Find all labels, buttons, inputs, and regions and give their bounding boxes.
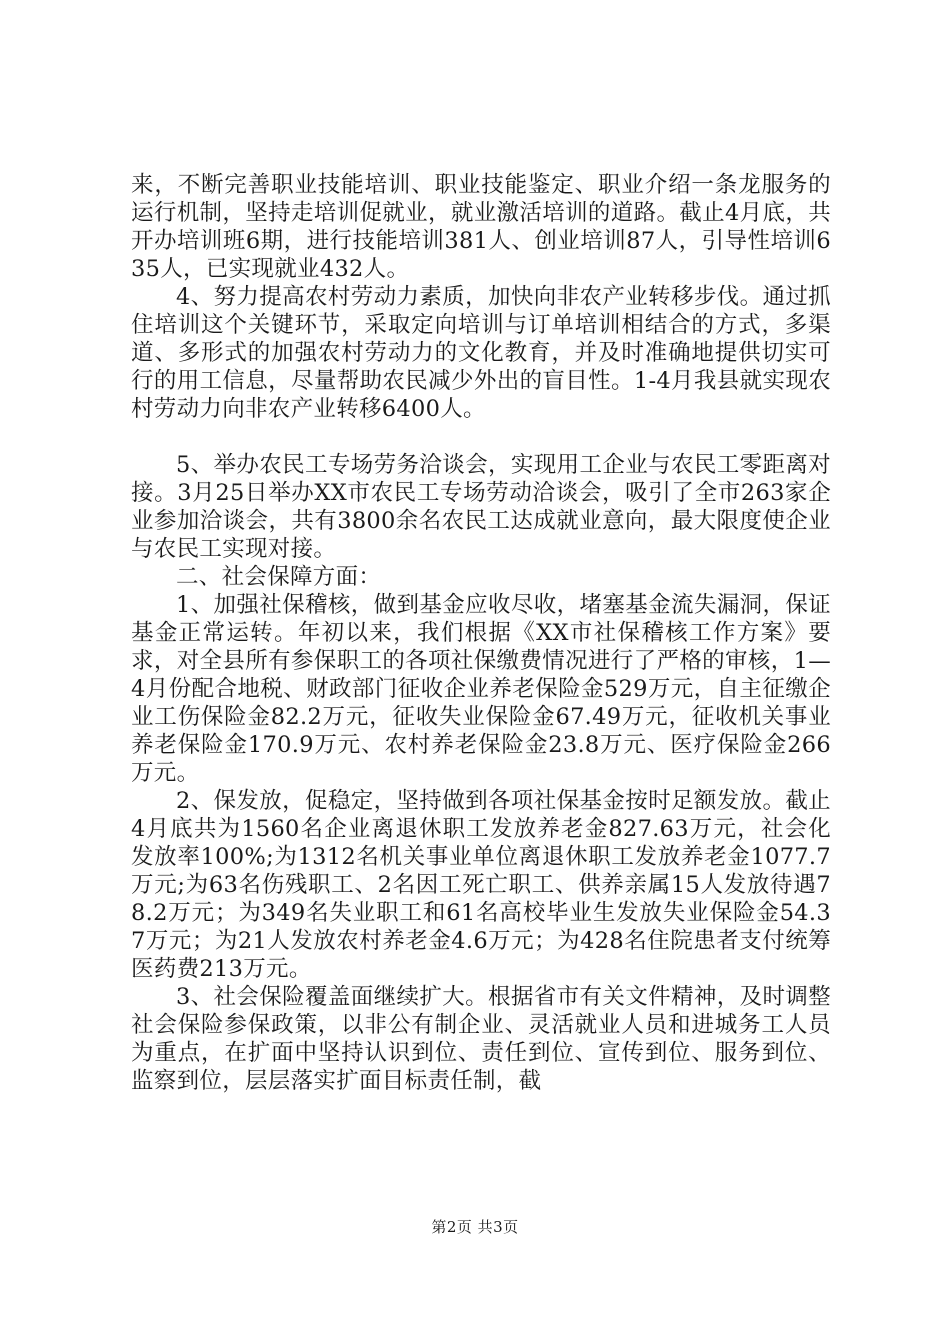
paragraph-2: 4、努力提高农村劳动力素质，加快向非农产业转移步伐。通过抓住培训这个关键环节，采取定向培训与订单培训相结合的方式，多渠道、多形式的加强农村劳动力的文化教育，并及时准确地提供切实可行的用工信息，尽量帮助农民减少外出的盲目性。1-4月我县就实现农村劳动力向非农产业转移6400人。 <box>131 284 831 422</box>
paragraph-5: 1、加强社保稽核，做到基金应收尽收，堵塞基金流失漏洞，保证基金正常运转。年初以来，我们根据《XX市社保稽核工作方案》要求，对全县所有参保职工的各项社保缴费情况进行了严格的审核，1—4月份配合地税、财政部门征收企业养老保险金529万元，自主征缴企业工伤保险金82.2万元，征收失业保险金67.49万元，征收机关事业养老保险金170.9万元、农村养老保险金23.8万元、医疗保险金266万元。 <box>131 592 831 786</box>
paragraph-7: 3、社会保险覆盖面继续扩大。根据省市有关文件精神，及时调整社会保险参保政策，以非公有制企业、灵活就业人员和进城务工人员为重点，在扩面中坚持认识到位、责任到位、宣传到位、服务到位、监察到位，层层落实扩面目标责任制，截 <box>131 984 831 1094</box>
page-footer: 第2页 共3页 <box>431 1218 519 1236</box>
paragraph-1: 来，不断完善职业技能培训、职业技能鉴定、职业介绍一条龙服务的运行机制，坚持走培训促就业，就业激活培训的道路。截止4月底，共开办培训班6期，进行技能培训381人、创业培训87人，引导性培训635人，已实现就业432人。 <box>131 172 831 282</box>
document-body <box>131 171 831 1095</box>
paragraph-gap <box>131 423 831 451</box>
section-heading-social-security: 二、社会保障方面： <box>176 564 382 590</box>
paragraph-3: 5、举办农民工专场劳务洽谈会，实现用工企业与农民工零距离对接。3月25日举办XX市农民工专场劳动洽谈会，吸引了全市263家企业参加洽谈会，共有3800余名农民工达成就业意向，最大限度使企业与农民工实现对接。 <box>131 452 831 562</box>
paragraph-6: 2、保发放，促稳定，坚持做到各项社保基金按时足额发放。截止4月底共为1560名企业离退休职工发放养老金827.63万元，社会化发放率100%;为1312名机关事业单位离退休职工发放养老金1077.7万元;为63名伤残职工、2名因工死亡职工、供养亲属15人发放待遇78.2万元；为349名失业职工和61名高校毕业生发放失业保险金54.37万元；为21人发放农村养老金4.6万元；为428名住院患者支付统筹医药费213万元。 <box>131 788 831 982</box>
